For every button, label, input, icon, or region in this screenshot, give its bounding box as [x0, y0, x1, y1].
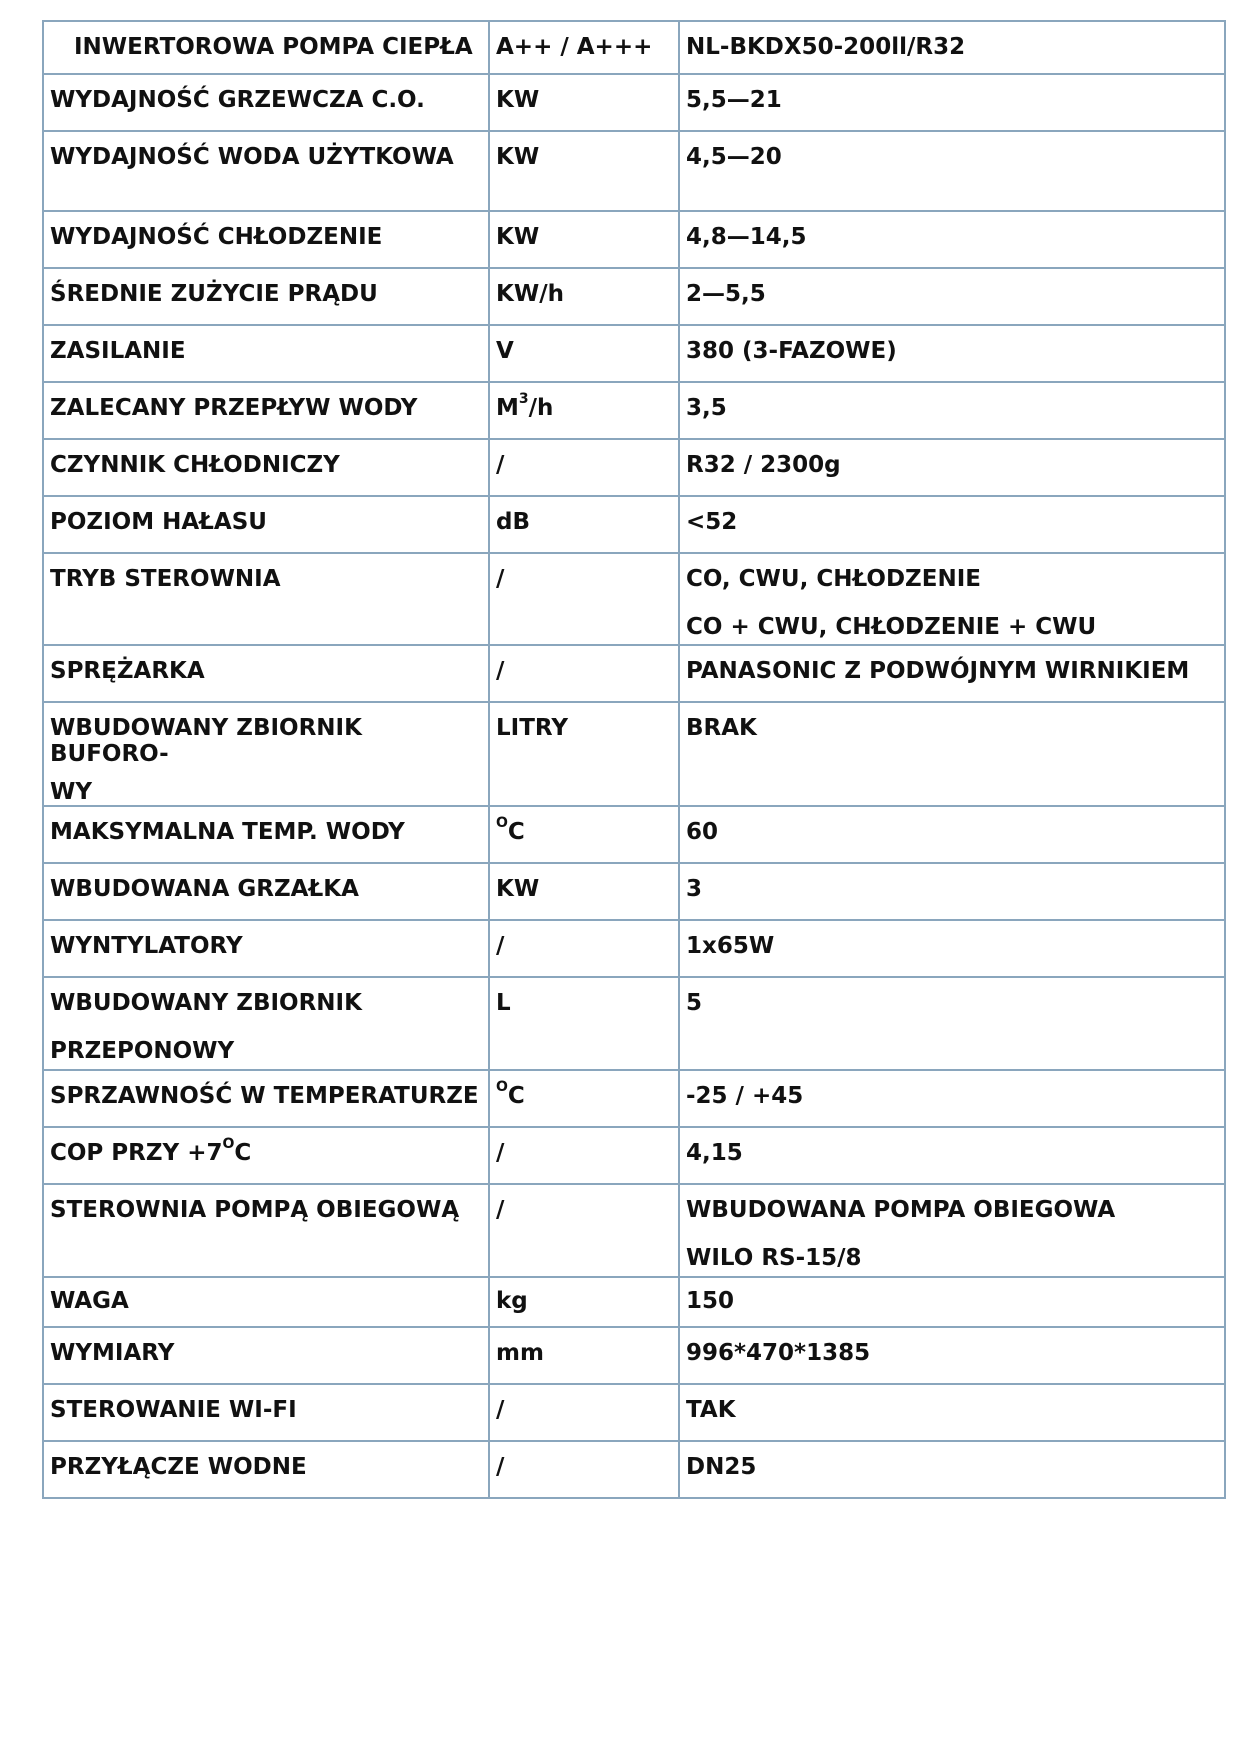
table-row — [43, 1127, 1225, 1184]
table-row — [43, 1384, 1225, 1441]
table-row — [43, 702, 1225, 806]
param-cell: MAKSYMALNA TEMP. WODY — [43, 806, 489, 863]
param-cell: WYMIARY — [43, 1327, 489, 1384]
param-cell: PRZYŁĄCZE WODNE — [43, 1441, 489, 1498]
table-row — [43, 645, 1225, 702]
table-row — [43, 806, 1225, 863]
param-cell: ZASILANIE — [43, 325, 489, 382]
value-cell: WBUDOWANA POMPA OBIEGOWA WILO RS-15/8 — [679, 1184, 1225, 1277]
param-cell: SPRZAWNOŚĆ W TEMPERATURZE — [43, 1070, 489, 1127]
unit-cell: mm — [489, 1327, 679, 1384]
unit-cell: / — [489, 1127, 679, 1184]
unit-cell: / — [489, 1184, 679, 1277]
unit-cell: / — [489, 920, 679, 977]
value-cell: 4,15 — [679, 1127, 1225, 1184]
table-row — [43, 1327, 1225, 1384]
param-cell: WBUDOWANA GRZAŁKA — [43, 863, 489, 920]
table-row — [43, 325, 1225, 382]
header-energy-class: A++ / A+++ — [489, 21, 679, 74]
param-cell: POZIOM HAŁASU — [43, 496, 489, 553]
table-row — [43, 131, 1225, 211]
param-cell: WAGA — [43, 1277, 489, 1327]
param-cell: WBUDOWANY ZBIORNIK PRZEPONOWY — [43, 977, 489, 1070]
value-cell: R32 / 2300g — [679, 439, 1225, 496]
header-product: INWERTOROWA POMPA CIEPŁA — [43, 21, 489, 74]
unit-cell: KW — [489, 211, 679, 268]
value-cell: 5 — [679, 977, 1225, 1070]
unit-cell: kg — [489, 1277, 679, 1327]
table-row — [43, 439, 1225, 496]
unit-cell: V — [489, 325, 679, 382]
value-cell: 1x65W — [679, 920, 1225, 977]
param-cell: STEROWANIE WI-FI — [43, 1384, 489, 1441]
table-row — [43, 1441, 1225, 1498]
spec-table — [42, 20, 1226, 1499]
table-header-row — [43, 21, 1225, 74]
unit-cell: KW — [489, 74, 679, 131]
param-cell: WYNTYLATORY — [43, 920, 489, 977]
unit-cell: LITRY — [489, 702, 679, 806]
unit-cell: / — [489, 1441, 679, 1498]
table-row — [43, 1277, 1225, 1327]
unit-cell: $^O$C — [489, 806, 679, 863]
unit-cell: KW — [489, 131, 679, 211]
value-cell: 150 — [679, 1277, 1225, 1327]
value-cell: TAK — [679, 1384, 1225, 1441]
value-cell: -25 / +45 — [679, 1070, 1225, 1127]
table-row — [43, 1070, 1225, 1127]
value-cell: 60 — [679, 806, 1225, 863]
table-row — [43, 863, 1225, 920]
table-row — [43, 211, 1225, 268]
value-cell: <52 — [679, 496, 1225, 553]
param-cell: WYDAJNOŚĆ WODA UŻYTKOWA — [43, 131, 489, 211]
header-model: NL-BKDX50-200ll/R32 — [679, 21, 1225, 74]
unit-cell: / — [489, 645, 679, 702]
param-cell: ZALECANY PRZEPŁYW WODY — [43, 382, 489, 439]
param-cell: WYDAJNOŚĆ CHŁODZENIE — [43, 211, 489, 268]
param-cell: COP PRZY $+7^OC$ — [43, 1127, 489, 1184]
value-cell: 5,5—21 — [679, 74, 1225, 131]
table-row — [43, 268, 1225, 325]
table-row — [43, 1184, 1225, 1277]
unit-cell: KW — [489, 863, 679, 920]
unit-cell: KW/h — [489, 268, 679, 325]
unit-cell: dB — [489, 496, 679, 553]
table-row — [43, 553, 1225, 645]
table-row — [43, 382, 1225, 439]
value-cell: BRAK — [679, 702, 1225, 806]
value-cell: 4,5—20 — [679, 131, 1225, 211]
param-cell: STEROWNIA POMPĄ OBIEGOWĄ — [43, 1184, 489, 1277]
param-cell: SPRĘŻARKA — [43, 645, 489, 702]
value-cell: 2—5,5 — [679, 268, 1225, 325]
table-row — [43, 977, 1225, 1070]
value-cell: 3 — [679, 863, 1225, 920]
value-cell: DN25 — [679, 1441, 1225, 1498]
unit-cell: $M^3/h$ — [489, 382, 679, 439]
unit-cell: $^O$C — [489, 1070, 679, 1127]
unit-cell: / — [489, 439, 679, 496]
param-cell: TRYB STEROWNIA — [43, 553, 489, 645]
value-cell: 3,5 — [679, 382, 1225, 439]
table-row — [43, 496, 1225, 553]
unit-cell: / — [489, 1384, 679, 1441]
value-cell: 4,8—14,5 — [679, 211, 1225, 268]
table-row — [43, 920, 1225, 977]
value-cell: CO, CWU, CHŁODZENIE CO + CWU, CHŁODZENIE + CWU — [679, 553, 1225, 645]
unit-cell: / — [489, 553, 679, 645]
value-cell: 380 (3-FAZOWE) — [679, 325, 1225, 382]
value-cell: PANASONIC Z PODWÓJNYM WIRNIKIEM — [679, 645, 1225, 702]
param-cell: ŚREDNIE ZUŻYCIE PRĄDU — [43, 268, 489, 325]
value-cell: 996*470*1385 — [679, 1327, 1225, 1384]
param-cell: CZYNNIK CHŁODNICZY — [43, 439, 489, 496]
param-cell: WYDAJNOŚĆ GRZEWCZA C.O. — [43, 74, 489, 131]
table-row — [43, 74, 1225, 131]
param-cell: WBUDOWANY ZBIORNIK BUFORO- WY — [43, 702, 489, 806]
unit-cell: L — [489, 977, 679, 1070]
